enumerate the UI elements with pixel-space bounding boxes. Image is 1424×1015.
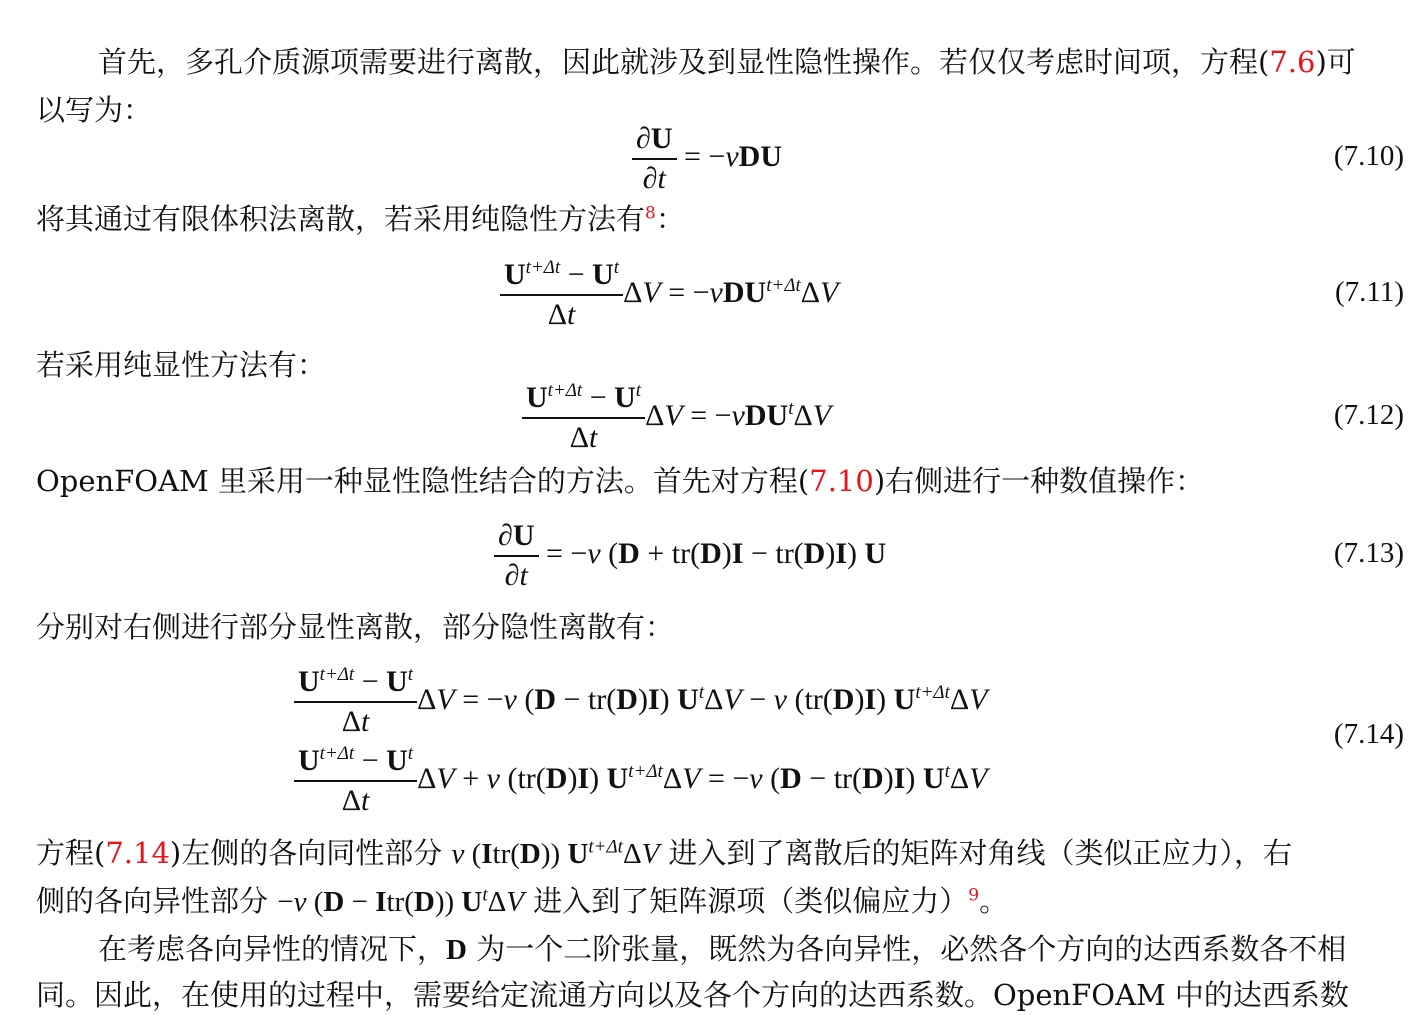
paragraph-7-line-1: 在考虑各向异性的情况下，D 为一个二阶张量，既然为各向异性，必然各个方向的达西系数各不相 [98, 932, 1347, 966]
equation-7-10: $\frac{\partial U}{\partial t}$ = −νDU [632, 120, 782, 198]
equation-number-7-13: (7.13) [1333, 537, 1404, 569]
equation-reference-7-6[interactable]: 7.6 [1269, 45, 1316, 79]
inline-math-anisotropic: −ν (D − Itr(D)) $U^t\Delta V$ [277, 884, 525, 918]
paragraph-1-line-2: 以写为： [36, 93, 153, 127]
inline-math-D: D [446, 934, 467, 966]
paragraph-3: 若采用纯显性方法有： [36, 348, 327, 382]
paragraph-6-line-2: 侧的各向异性部分 −ν (D − Itr(D)) $U^t\Delta V$ 进入到了矩阵源项（类似偏应力）$^9$。 [36, 884, 1009, 918]
paragraph-6-line-1: 方程(7.14)左侧的各向同性部分 ν (Itr(D)) $U^{t+\Delta t}\Delta V$ 进入到了离散后的矩阵对角线（类似正应力），右 [36, 836, 1293, 870]
equation-number-7-10: (7.10) [1333, 140, 1404, 172]
equation-reference-7-10[interactable]: 7.10 [809, 464, 874, 498]
equation-7-14-line-2: $\frac{U^{t+\Delta t} - U^t}{\Delta t}$ ΔV + ν (tr(D)I) $U^{t+\Delta t}\Delta V = -\nu$ (D − tr(D)I) $U^t\Delta V$ [294, 742, 987, 820]
paragraph-2: 将其通过有限体积法离散，若采用纯隐性方法有$^8$： [36, 202, 685, 236]
inline-math-isotropic: ν (Itr(D)) $U^{t+\Delta t}\Delta V$ [451, 836, 660, 870]
equation-number-7-11: (7.11) [1335, 276, 1404, 308]
equation-number-7-12: (7.12) [1333, 399, 1404, 431]
equation-reference-7-14[interactable]: 7.14 [105, 836, 170, 870]
equation-7-11: $\frac{U^{t+\Delta t} - U^t}{\Delta t}$ ΔV = −νDU$^{t+\Delta t}$ΔV [500, 256, 838, 334]
paragraph-5: 分别对右侧进行部分显性离散，部分隐性离散有： [36, 610, 675, 644]
equation-7-12: $\frac{U^{t+\Delta t} - U^t}{\Delta t}$ ΔV = −νDU$^t$ΔV [522, 379, 831, 457]
footnote-8[interactable]: 8 [645, 203, 656, 224]
equation-7-13: $\frac{\partial U}{\partial t}$ = −ν (D + tr(D)I − tr(D)I) U [494, 517, 886, 595]
equation-7-14-line-1: $\frac{U^{t+\Delta t} - U^t}{\Delta t}$ ΔV = −ν (D − tr(D)I) $U^t\Delta V - \nu$ (tr(D)I) $U^{t+\Delta t}\Delta V$ [294, 663, 987, 741]
paragraph-7-line-2: 同。因此，在使用的过程中，需要给定流通方向以及各个方向的达西系数。OpenFOAM 中的达西系数 [36, 978, 1349, 1012]
footnote-9[interactable]: 9 [968, 885, 980, 906]
paragraph-1-line-1: 首先，多孔介质源项需要进行离散，因此就涉及到显性隐性操作。若仅仅考虑时间项，方程(7.6)可 [98, 45, 1356, 79]
equation-number-7-14: (7.14) [1333, 718, 1404, 750]
paragraph-4: OpenFOAM 里采用一种显性隐性结合的方法。首先对方程(7.10)右侧进行一种数值操作： [36, 464, 1205, 498]
